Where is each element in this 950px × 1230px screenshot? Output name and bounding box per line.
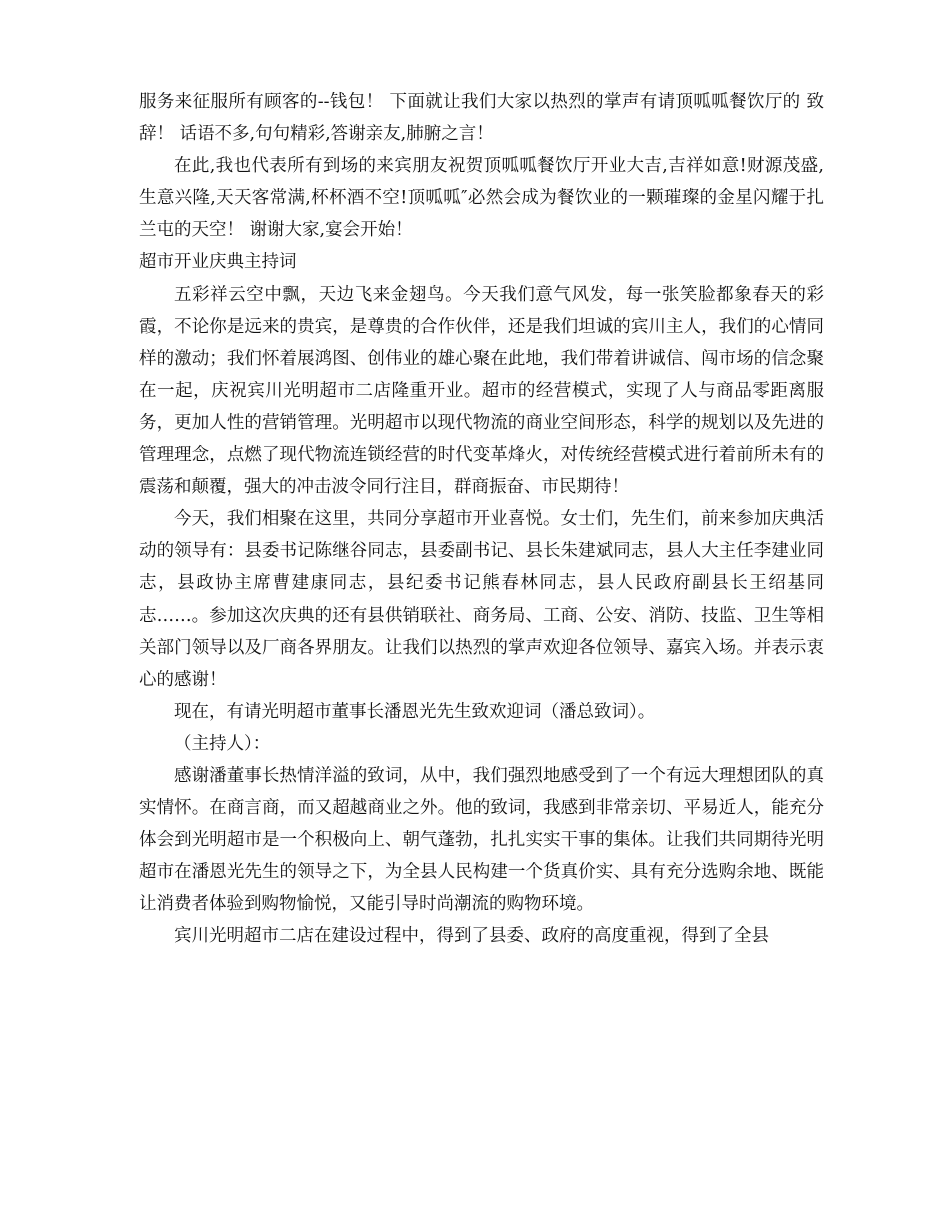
section-heading: 超市开业庆典主持词 [139, 252, 297, 273]
paragraph: 服务来征服所有顾客的--钱包！ 下面就让我们大家以热烈的掌声有请顶呱呱餐饮厅的 致辞！ 话语不多,句句精彩,答谢亲友,肺腑之言！ [139, 92, 824, 145]
paragraph: 感谢潘董事长热情洋溢的致词，从中，我们强烈地感受到了一个有远大理想团队的真实情怀。在商言商，而又超越商业之外。他的致词，我感到非常亲切、平易近人，能充分体会到光明超市是一个积极向上、朝气蓬勃，扎扎实实干事的集体。让我们共同期待光明超市在潘恩光先生的领导之下，为全县人民构建一个货真价实、具有充分选购余地、既能让消费者体验到购物愉悦，又能引导时尚潮流的购物环境。 [139, 765, 824, 915]
paragraph: 在此,我也代表所有到场的来宾朋友祝贺顶呱呱餐饮厅开业大吉,吉祥如意!财源茂盛,生意兴隆,天天客常满,杯杯酒不空!顶呱呱″必然会成为餐饮业的一颗璀璨的金星闪耀于扎兰屯的天空！ 谢谢大家,宴会开始！ [139, 156, 824, 241]
paragraph: 宾川光明超市二店在建设过程中，得到了县委、政府的高度重视，得到了全县 [174, 926, 769, 947]
paragraph: （主持人）： [174, 733, 271, 754]
paragraph: 五彩祥云空中飘，天边飞来金翅鸟。今天我们意气风发，每一张笑脸都象春天的彩霞，不论你是远来的贵宾，是尊贵的合作伙伴，还是我们坦诚的宾川主人，我们的心情同样的激动；我们怀着展鸿图、创伟业的雄心聚在此地，我们带着讲诚信、闯市场的信念聚在一起，庆祝宾川光明超市二店隆重开业。超市的经营模式，实现了人与商品零距离服务，更加人性的营销管理。光明超市以现代物流的商业空间形态，科学的规划以及先进的管理理念，点燃了现代物流连锁经营的时代变革烽火，对传统经营模式进行着前所未有的震荡和颠覆，强大的冲击波令同行注目，群商振奋、市民期待！ [139, 284, 824, 498]
document-body [139, 86, 824, 953]
paragraph: 现在，有请光明超市董事长潘恩光先生致欢迎词（潘总致词）。 [174, 701, 656, 722]
paragraph: 今天，我们相聚在这里，共同分享超市开业喜悦。女士们，先生们，前来参加庆典活动的领导有：县委书记陈继谷同志，县委副书记、县长朱建斌同志，县人大主任李建业同志，县政协主席曹建康同志，县纪委书记熊春林同志，县人民政府副县长王绍基同志……。参加这次庆典的还有县供销联社、商务局、工商、公安、消防、技监、卫生等相关部门领导以及厂商各界朋友。让我们以热烈的掌声欢迎各位领导、嘉宾入场。并表示衷心的感谢！ [139, 509, 824, 690]
